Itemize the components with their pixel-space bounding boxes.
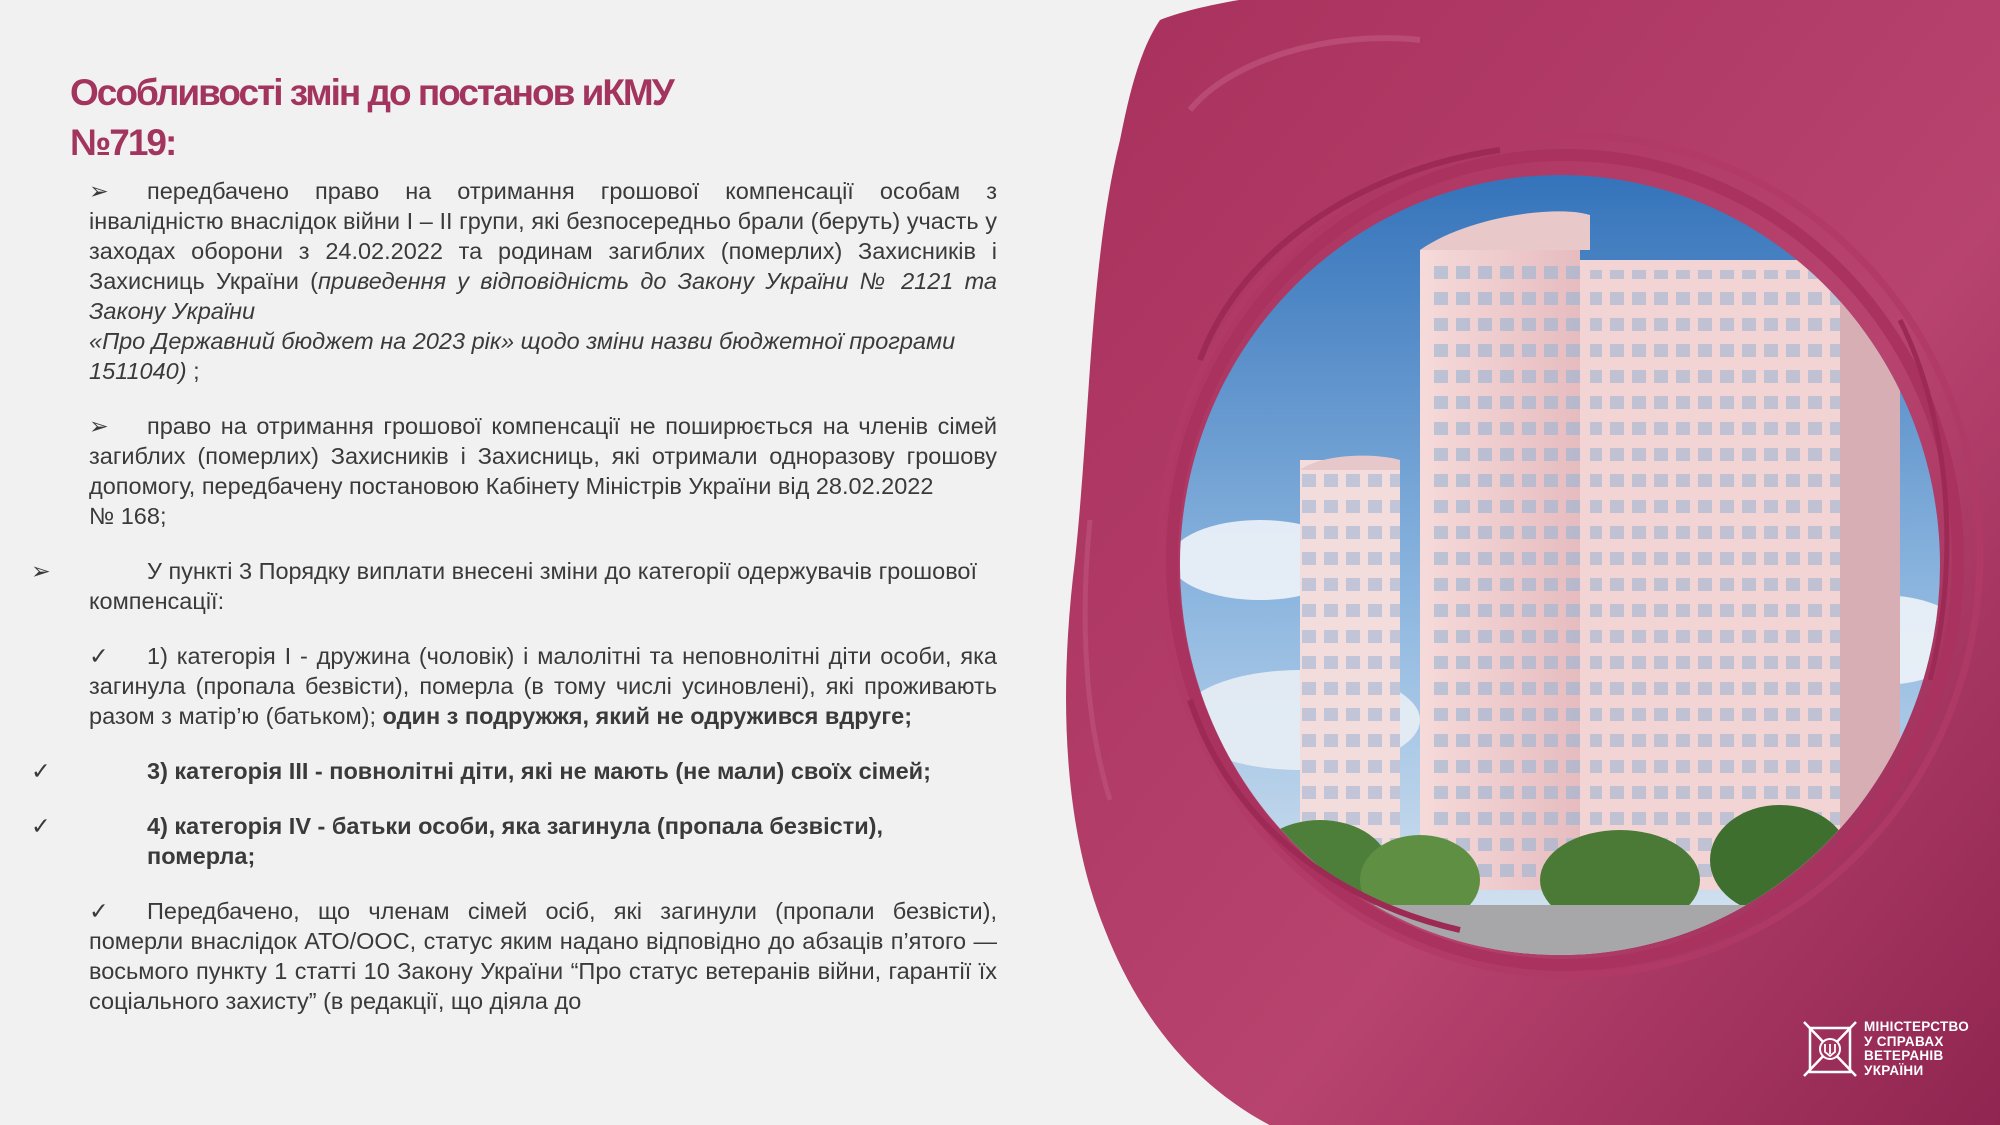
check-bullet-icon: ✓ [31, 758, 51, 784]
list-item [31, 811, 997, 871]
bullet-bold-text: один з подружжя, який не одружився вдруге; [382, 703, 913, 729]
ministry-logo [1802, 1018, 1982, 1084]
list-item [31, 756, 997, 786]
logo-line: УКРАЇНИ [1864, 1062, 1924, 1078]
check-bullet-icon: ✓ [89, 643, 109, 669]
slide-content [31, 176, 997, 1041]
arrow-bullet-icon: ➢ [31, 558, 51, 584]
page-title [70, 68, 673, 168]
check-bullet-icon: ✓ [31, 813, 51, 839]
title-line-1: Особливості змін до постанов иКМУ [70, 72, 673, 113]
bullet-text: Передбачено, що членам сімей осіб, які загинули (пропали безвісти), померли внаслідок АТО/ООС, статус яким надано відповідно до абзаців п’ятого — восьмого пункту 1 статті 10 Закону України “Про статус ветеранів війни, гарантії їх соціального захисту” (в редакції, що діяла до [89, 898, 997, 1014]
list-item [89, 411, 997, 531]
bullet-bold-text: 3) категорія ІІІ - повнолітні діти, які не мають (не мали) своїх сімей; [147, 758, 931, 784]
check-bullet-icon: ✓ [89, 898, 109, 924]
arrow-bullet-icon: ➢ [89, 413, 109, 439]
bullet-text-end: № 168; [89, 503, 167, 529]
logo-line: МІНІСТЕРСТВО [1864, 1019, 1970, 1034]
list-item [89, 176, 997, 386]
logo-line: У СПРАВАХ [1864, 1033, 1944, 1049]
title-line-2: №719: [70, 122, 176, 163]
list-item [31, 556, 997, 616]
bullet-italic-note: приведення у відповідність до Закону України № 2121 та Закону України [89, 268, 997, 324]
bullet-bold-text: 4) категорія IV - батьки особи, яка загинула (пропала безвісти), померла; [147, 813, 884, 869]
logo-line: ВЕТЕРАНІВ [1864, 1048, 1944, 1063]
logo-text [1864, 1020, 1969, 1078]
bullet-text-end: ; [186, 358, 200, 384]
bullet-italic-note: 1511040) [89, 358, 187, 384]
arrow-bullet-icon: ➢ [89, 178, 109, 204]
bullet-text: 1) категорія І - дружина (чоловік) і малолітні та неповнолітні діти особи, яка загинула (пропала безвісти), померла (в тому числі усиновлені), які проживають разом з матір’ю (батьком); [89, 643, 997, 729]
bullet-text-end: компенсації: [89, 588, 225, 614]
bullet-hanging [31, 556, 997, 586]
bullet-text: У пункті 3 Порядку виплати внесені зміни до категорії одержувачів грошової [147, 558, 978, 584]
bullet-italic-note: «Про Державний бюджет на 2023 рік» щодо зміни назви бюджетної програми [89, 328, 956, 354]
list-item [89, 641, 997, 731]
list-item [89, 896, 997, 1016]
bullet-text: передбачено право на отримання грошової компенсації особам з інвалідністю внаслідок війни I – II групи, які безпосередньо брали (беруть) участь у заходах оборони з 24.02.2022 та родинам загиблих (померлих) Захисників і Захисниць України ( [89, 178, 997, 294]
ministry-emblem-icon [1802, 1018, 1858, 1080]
bullet-text: право на отримання грошової компенсації не поширюється на членів сімей загиблих (померлих) Захисників і Захисниць, які отримали одноразову грошову допомогу, передбачену постановою Кабінету Міністрів України від 28.02.2022 [89, 413, 997, 499]
